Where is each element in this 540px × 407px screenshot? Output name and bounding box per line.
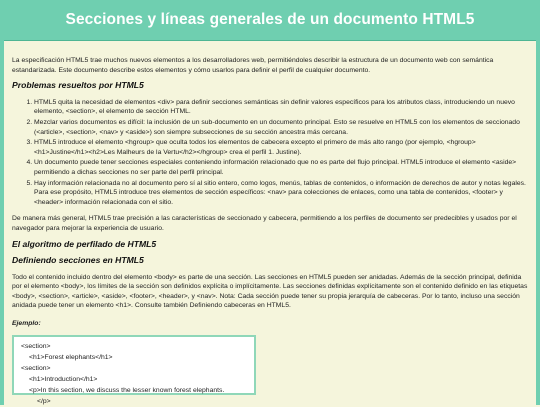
- defining-paragraph: Todo el contenido incluido dentro del elemento <body> es parte de una sección. Las secciones en HTML5 pueden ser anidadas. Además de la sección principal, definida por el elemento <body>, los límites de la sección son definidos explícita o implícitamente. Las secciones definidas explícitamente son el contenido definido en las etiquetas <body>, <section>, <article>, <aside>, <footer>, <header>, y <nav>. Nota: Cada sección puede tener su propia jerarquía de cabeceras. Por lo tanto, incluso una sección anidada puede tener un elemento <h1>. Consulte también Definiendo cabeceras en HTML5.: [12, 273, 528, 310]
- code-line: </p>: [37, 397, 51, 405]
- problems-list: [12, 98, 528, 208]
- code-line: <h1>Introduction</h1>: [29, 375, 98, 383]
- example-label: Ejemplo:: [12, 320, 41, 328]
- list-item: 1. HTML5 quita la necesidad de elementos <div> para definir secciones semánticas sin definir valores específicos para los atributos class, introduciendo un nuevo elemento, <section>, el elemento de sección HTML.: [34, 98, 528, 117]
- problems-heading: Problemas resueltos por HTML5: [12, 80, 144, 91]
- code-line: <section>: [21, 364, 51, 372]
- code-line: <h1>Forest elephants</h1>: [29, 353, 113, 361]
- code-line: <section>: [21, 342, 51, 350]
- algorithm-heading: El algoritmo de perfilado de HTML5: [12, 238, 157, 249]
- page-title: Secciones y líneas generales de un documento HTML5: [65, 11, 475, 28]
- defining-heading: Definiendo secciones en HTML5: [12, 255, 144, 266]
- intro-paragraph: La especificación HTML5 trae muchos nuevos elementos a los desarrolladores web, permitiéndoles describir la estructura de un documento web con semántica estandarizada. Este documento describe estos elementos y cómo usarlos para definir el perfil de cualquier documento.: [12, 57, 494, 74]
- code-example-box: [12, 335, 256, 405]
- list-item: 5. Hay información relacionada no al documento pero sí al sitio entero, como logos, menús, tablas de contenidos, o información de derechos de autor y notas legales. Para ese propósito, HTML5 introduce tres elementos de sección específicos: <nav> para colecciones de enlaces, como una tabla de contenidos, <footer> y <header> información relacionada con el sitio.: [34, 179, 528, 208]
- page-header: [4, 0, 536, 41]
- code-line: <p>In this section, we discuss the lesser known forest elephants.: [29, 386, 225, 394]
- list-item: 3. HTML5 introduce el elemento <hgroup> que oculta todos los elementos de cabecera excepto el primero de más alto rango (por ejemplo, <hgroup><h1>Justine</h1><h2>Les Malheurs de la Vertu</h2></hgroup> crea el perfil 1. Justine).: [34, 138, 528, 157]
- list-item: 2. Mezclar varios documentos es difícil: la inclusión de un sub-documento en un documento principal. Esto se resuelve en HTML5 con los elementos de seccionado (<article>, <section>, <nav> y <aside>) son siempre subsecciones de su sección ancestra más cercana.: [34, 118, 528, 137]
- main-content: [4, 41, 536, 405]
- list-item: 4. Un documento puede tener secciones especiales conteniendo información relacionado que no es parte del flujo principal. HTML5 introduce el elemento <aside> permitiendo a dichas secciones no ser parte del perfil principal.: [34, 158, 528, 177]
- summary-paragraph: De manera más general, HTML5 trae precisión a las características de seccionado y cabecera, permitiendo a los perfiles de documento ser predecibles y usados por el navegador para mejorar la experiencia de usuario.: [12, 215, 517, 232]
